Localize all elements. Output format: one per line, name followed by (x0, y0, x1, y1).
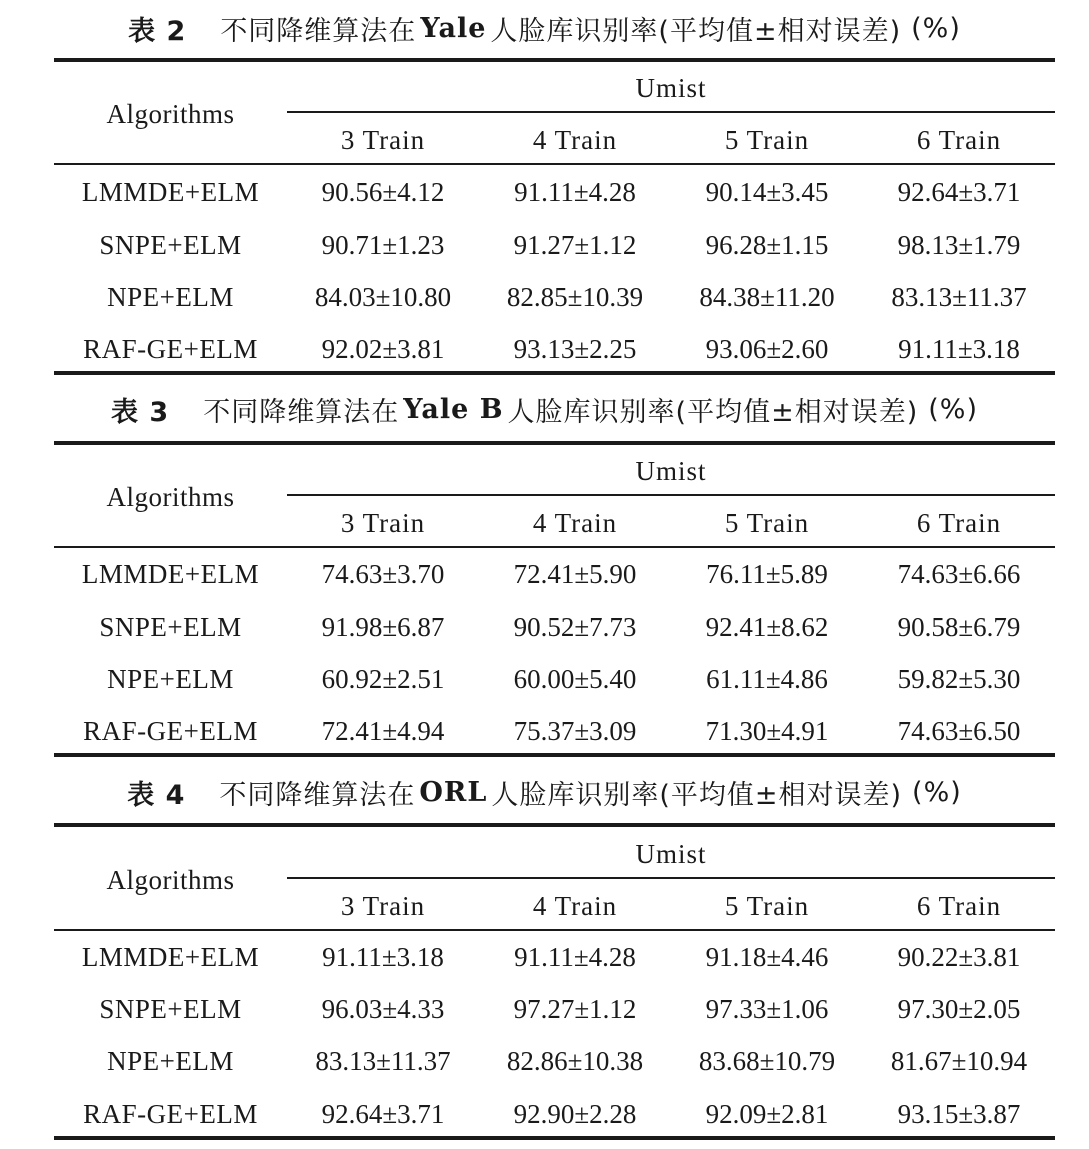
row-label: LMMDE+ELM (81, 558, 260, 589)
table-label: 表 3 (111, 396, 170, 428)
caption-text: 不同降维算法在 (220, 15, 417, 47)
table-cell: 97.30±2.05 (897, 993, 1021, 1024)
row-label: NPE+ELM (107, 663, 234, 694)
table-cell: 91.11±4.28 (514, 176, 636, 207)
caption-text: 不同降维算法在 (203, 396, 400, 428)
column-header: 5 Train (724, 124, 810, 155)
table-cell: 91.11±3.18 (898, 333, 1020, 364)
table-cell: 93.13±2.25 (513, 333, 637, 364)
table-cell: 96.03±4.33 (321, 993, 445, 1024)
table-cell: 90.22±3.81 (897, 941, 1021, 972)
table-cell: 90.52±7.73 (513, 611, 637, 642)
table-cell: 71.30±4.91 (705, 715, 829, 746)
database-name: ORL (419, 776, 488, 808)
caption-unit: (%) (912, 776, 962, 808)
caption-text: 不同降维算法在 (219, 779, 416, 811)
table-cell: 97.27±1.12 (513, 993, 637, 1024)
column-header: 6 Train (916, 507, 1002, 538)
group-rule (287, 494, 1055, 496)
table-cell: 92.64±3.71 (897, 176, 1021, 207)
row-label: NPE+ELM (107, 281, 234, 312)
table-cell: 81.67±10.94 (890, 1045, 1028, 1076)
table-cell: 90.56±4.12 (321, 176, 445, 207)
bottom-rule (54, 371, 1055, 375)
row-label: LMMDE+ELM (81, 941, 260, 972)
table-cell: 74.63±3.70 (321, 558, 445, 589)
table-cell: 74.63±6.50 (897, 715, 1021, 746)
table-caption (0, 8, 1089, 48)
table-cell: 97.33±1.06 (705, 993, 829, 1024)
table-cell: 83.13±11.37 (315, 1045, 451, 1076)
table-cell: 91.11±4.28 (514, 941, 636, 972)
table-cell: 92.90±2.28 (513, 1098, 637, 1129)
caption-text: 人脸库识别率(平均值±相对误差) (491, 779, 903, 811)
column-header: 4 Train (532, 124, 618, 155)
table-cell: 90.71±1.23 (321, 229, 445, 260)
table-cell: 93.06±2.60 (705, 333, 829, 364)
caption-text: 人脸库识别率(平均值±相对误差) (507, 396, 919, 428)
row-label: SNPE+ELM (99, 229, 242, 260)
table-label: 表 2 (128, 15, 187, 47)
table-cell: 91.18±4.46 (705, 941, 829, 972)
table-cell: 91.27±1.12 (513, 229, 637, 260)
table-cell: 82.86±10.38 (506, 1045, 644, 1076)
table-cell: 98.13±1.79 (897, 229, 1021, 260)
table-cell: 84.03±10.80 (314, 281, 452, 312)
row-label: SNPE+ELM (99, 993, 242, 1024)
row-header: Algorithms (106, 481, 235, 512)
caption-unit: (%) (911, 12, 961, 44)
table-cell: 83.13±11.37 (891, 281, 1027, 312)
table-cell: 93.15±3.87 (897, 1098, 1021, 1129)
table-cell: 60.92±2.51 (321, 663, 445, 694)
header-rule (54, 546, 1055, 548)
table-label: 表 4 (127, 779, 186, 811)
table-cell: 82.85±10.39 (506, 281, 644, 312)
row-label: NPE+ELM (107, 1045, 234, 1076)
table-cell: 59.82±5.30 (897, 663, 1021, 694)
table-cell: 72.41±4.94 (321, 715, 445, 746)
column-header: 5 Train (724, 507, 810, 538)
table-cell: 90.14±3.45 (705, 176, 829, 207)
top-rule (54, 441, 1055, 445)
table-caption (0, 772, 1089, 812)
column-header: 6 Train (916, 890, 1002, 921)
row-header: Algorithms (106, 98, 235, 129)
row-label: RAF-GE+ELM (83, 333, 258, 364)
table-cell: 96.28±1.15 (705, 229, 829, 260)
bottom-rule (54, 753, 1055, 757)
column-header: 3 Train (340, 507, 426, 538)
column-header: 3 Train (340, 890, 426, 921)
database-name: Yale (420, 12, 487, 44)
table-caption (0, 389, 1089, 429)
group-header: Umist (635, 72, 707, 103)
table-cell: 76.11±5.89 (706, 558, 828, 589)
column-header: 5 Train (724, 890, 810, 921)
table-cell: 74.63±6.66 (897, 558, 1021, 589)
table-cell: 92.09±2.81 (705, 1098, 829, 1129)
column-header: 4 Train (532, 507, 618, 538)
table-cell: 92.02±3.81 (321, 333, 445, 364)
top-rule (54, 823, 1055, 827)
row-label: RAF-GE+ELM (83, 715, 258, 746)
table-cell: 61.11±4.86 (706, 663, 828, 694)
top-rule (54, 58, 1055, 62)
bottom-rule (54, 1136, 1055, 1140)
row-label: SNPE+ELM (99, 611, 242, 642)
header-rule (54, 163, 1055, 165)
group-rule (287, 111, 1055, 113)
group-rule (287, 877, 1055, 879)
column-header: 3 Train (340, 124, 426, 155)
header-rule (54, 929, 1055, 931)
table-cell: 91.98±6.87 (321, 611, 445, 642)
column-header: 6 Train (916, 124, 1002, 155)
table-cell: 72.41±5.90 (513, 558, 637, 589)
row-label: LMMDE+ELM (81, 176, 260, 207)
group-header: Umist (635, 455, 707, 486)
group-header: Umist (635, 838, 707, 869)
table-cell: 60.00±5.40 (513, 663, 637, 694)
row-label: RAF-GE+ELM (83, 1098, 258, 1129)
caption-unit: (%) (928, 393, 978, 425)
caption-text: 人脸库识别率(平均值±相对误差) (490, 15, 902, 47)
column-header: 4 Train (532, 890, 618, 921)
table-cell: 92.41±8.62 (705, 611, 829, 642)
table-cell: 91.11±3.18 (322, 941, 444, 972)
table-cell: 75.37±3.09 (513, 715, 637, 746)
table-cell: 84.38±11.20 (699, 281, 835, 312)
table-cell: 90.58±6.79 (897, 611, 1021, 642)
row-header: Algorithms (106, 864, 235, 895)
table-cell: 92.64±3.71 (321, 1098, 445, 1129)
database-name: Yale B (403, 393, 504, 425)
table-cell: 83.68±10.79 (698, 1045, 836, 1076)
